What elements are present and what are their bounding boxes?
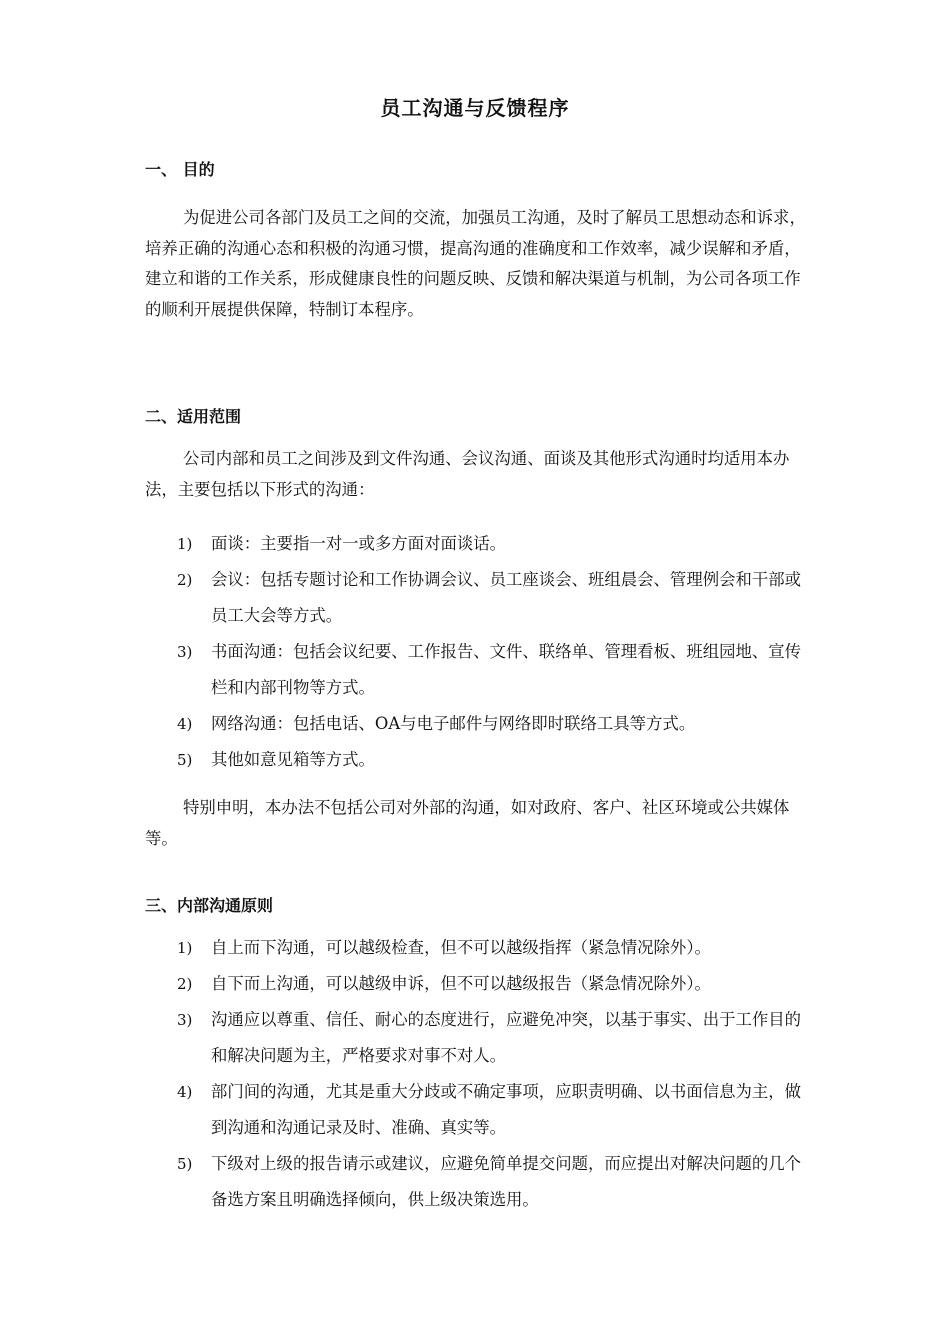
list-item-text: 下级对上级的报告请示或建议，应避免简单提交问题，而应提出对解决问题的几个备选方案且明确选择倾向，供上级决策选用。 [211, 1154, 802, 1209]
list-item-number: 2) [177, 975, 193, 993]
list-item-text: 面谈：主要指一对一或多方面对面谈话。 [211, 534, 507, 553]
list-item-number: 1) [177, 535, 193, 553]
purpose-paragraph: 为促进公司各部门及员工之间的交流，加强员工沟通，及时了解员工思想动态和诉求，培养正确的沟通心态和积极的沟通习惯，提高沟通的准确度和工作效率，减少误解和矛盾，建立和谐的工作关系，形成健康良性的问题反映、反馈和解决渠道与机制，为公司各项工作的顺利开展提供保障，特制订本程序。 [145, 208, 806, 319]
list-item [145, 562, 810, 634]
list-item [145, 706, 810, 742]
list-item [145, 1002, 810, 1074]
scope-paragraph: 公司内部和员工之间涉及到文件沟通、会议沟通、面谈及其他形式沟通时均适用本办法，主要包括以下形式的沟通： [145, 449, 790, 499]
principles-list [145, 930, 810, 1218]
list-item-text: 自下而上沟通，可以越级申诉，但不可以越级报告（紧急情况除外）。 [211, 974, 711, 993]
list-item [145, 634, 810, 706]
list-item [145, 742, 810, 778]
list-item-text: 自上而下沟通，可以越级检查，但不可以越级指挥（紧急情况除外）。 [211, 938, 711, 957]
list-item-number: 1) [177, 939, 193, 957]
list-item-text: 会议：包括专题讨论和工作协调会议、员工座谈会、班组晨会、管理例会和干部或员工大会等方式。 [211, 570, 802, 625]
list-item-number: 3) [177, 1011, 193, 1029]
list-item-text: 书面沟通：包括会议纪要、工作报告、文件、联络单、管理看板、班组园地、宣传栏和内部刊物等方式。 [211, 642, 802, 697]
list-item-number: 2) [177, 571, 193, 589]
document-title: 员工沟通与反馈程序 [380, 96, 570, 120]
list-item-text: 部门间的沟通，尤其是重大分歧或不确定事项，应职责明确、以书面信息为主，做到沟通和沟通记录及时、准确、真实等。 [211, 1082, 802, 1137]
list-item-number: 5) [177, 1155, 193, 1173]
list-item [145, 966, 810, 1002]
list-item-number: 5) [177, 751, 193, 769]
list-item-number: 3) [177, 643, 193, 661]
list-item [145, 1074, 810, 1146]
section-heading-scope: 二、适用范围 [145, 407, 242, 426]
list-item-text: 沟通应以尊重、信任、耐心的态度进行，应避免冲突，以基于事实、出于工作目的和解决问题为主，严格要求对事不对人。 [211, 1010, 802, 1065]
list-item [145, 930, 810, 966]
list-item-number: 4) [177, 1083, 193, 1101]
list-item [145, 526, 810, 562]
scope-list [145, 526, 810, 778]
list-item-number: 4) [177, 715, 193, 733]
section-heading-purpose: 一、 目的 [145, 160, 215, 179]
section-heading-principles: 三、内部沟通原则 [145, 896, 274, 915]
list-item-text: 其他如意见箱等方式。 [211, 750, 375, 769]
scope-note: 特别申明，本办法不包括公司对外部的沟通，如对政府、客户、社区环境或公共媒体等。 [145, 798, 790, 848]
list-item-text: 网络沟通：包括电话、OA与电子邮件与网络即时联络工具等方式。 [211, 714, 696, 733]
list-item [145, 1146, 810, 1218]
